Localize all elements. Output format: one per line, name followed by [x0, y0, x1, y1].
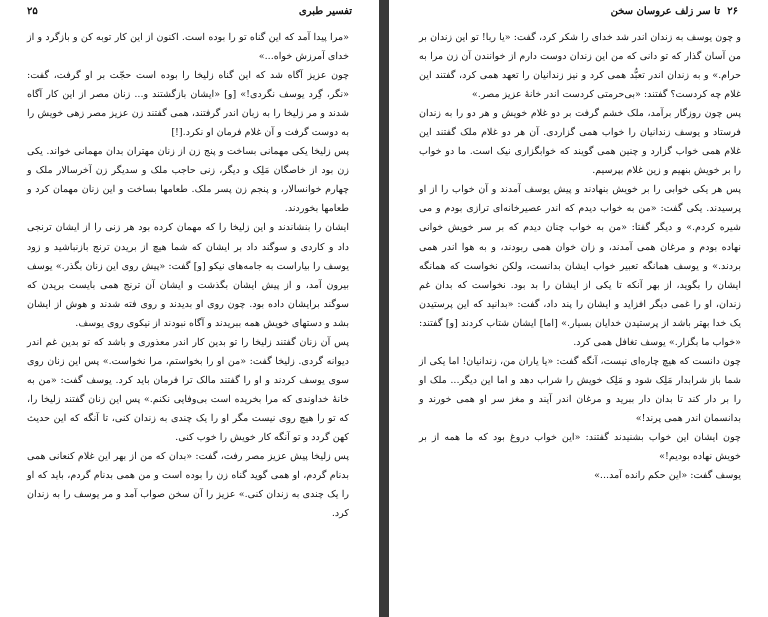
- paragraph: یوسف گفت: «این حکم رانده آمد...»: [594, 470, 741, 482]
- page-gutter: [379, 0, 389, 617]
- right-page-header-title: تا سر زلف عروسان سخن: [610, 6, 720, 17]
- left-page-number: ۲۵: [27, 6, 38, 17]
- paragraph: چون ایشان این خواب بشنیدند گفتند: «این خواب دروغ بود که ما همه از بر خویش نهاده بودیم!»: [419, 431, 741, 463]
- paragraph: و چون یوسف به زندان اندر شد خدای را شکر کرد، گفت: «یا ربا! تو این زندان بر من آسان گذار که تو دانی که من این زندان دوست دارم از خوانندن آن زن مرا به حرام.» و به زندان اندر تعبُّد همی کرد و نیز زندانیان را تعهد همی کرد، گفتند این غلام چه کردست؟ گفتند: «بی‌حرمتی کردست اندر خانهٔ عزیز مصر.»: [419, 32, 741, 101]
- paragraph: چون دانست که هیچ چاره‌ای نیست، آنگه گفت: «یا یاران من، زندانیان! اما یکی از شما باز شرابدار مَلِک شود و مَلِک خویش را شراب دهد و اما این دیگر... ملک او را بر دار کند تا بدان دار ببرید و مرغان اندر آیند و مغز سر او همی خورند و بدانسمان اندر همی پرند!»: [419, 355, 741, 424]
- paragraph: پس چون روزگار برآمد، ملک خشم گرفت بر دو غلام خویش و هر دو را به زندان فرستاد و یوسف زندانیان را خواب همی گزاردی. آن هر دو غلام ملک گفتند این غلام همی خواب گزارد و چنین همی گویند که خوابگزاری نیک است. ما دو خواب را بر خویش بنهیم و زین غلام بپرسیم.: [419, 108, 741, 177]
- left-page: [0, 0, 379, 617]
- paragraph: ایشان را بنشاندند و این زلیخا را که مهمان کرده بود هر زنی را از ایشان ترنجی داد و کاردی و سوگند داد بر ایشان که شما هیچ از بریدن ترنج بازنباشید و زود یوسف را بیاراست به جامه‌های نیکو [و] گفت: «پیش روی این زنان بگذر.» یوسف بیرون آمد، و از پیش ایشان بگذشت و ایشان آن ترنج همی بایست بریدن که سوگند برایشان داده بود. چون روی او بدیدند و روی فته شدند و هوش از ایشان بشد و دستهای خویش همه ببریدند و آگاه نبودند از نیکوی روی یوسف.: [27, 222, 349, 329]
- paragraph: «مرا پیدا آمد که این گناه تو را بوده است. اکنون از این کار توبه کن و بازگرد و از خدای آمرزش خواه...»: [27, 32, 349, 63]
- right-page: [389, 0, 768, 617]
- right-page-number: ۲۶: [727, 6, 738, 17]
- paragraph: پس هر یکی خوابی را بر خویش بنهادند و پیش یوسف آمدند و آن خواب را از او پرسیدند. یکی گفت: «من به خواب دیدم که اندر عصیرخانه‌ای ترازی بودم و می شیره کردم.» و دیگر گفتا: «من به خواب چنان دیدم که بر سر خویش خوانی نهاده بودم و مرغان همی آمدند، و زان خوان همی ربودند، و به هوا اندر همی بردند.» و یوسف همانگه تعبیر خواب ایشان بدانست، ولکن نخواست که همانگه ایشان را بگوید، از بهر آنکه تا یکی از ایشان را بد بود. نخواست که بدان غم زندان، او را غمی دیگر افزاید و ایشان را پند داد، گفت: «بدانید که این پرستیدن یک خدا بهتر باشد از پرستیدن خدایان بسیار.» [اما] ایشان شتاب کردند [و] گفتند: «خواب ما بگزار.» یوسف تغافل همی کرد.: [419, 184, 741, 348]
- paragraph: پس آن زنان گفتند زلیخا را تو بدین کار اندر معذوری و باشد که تو بدین غم اندر دیوانه گردی. زلیخا گفت: «من او را بخواستم، مرا نخواست.» پس این زنان روی سوی یوسف کردند و او را گفتند مالک ترا فرمان باید کرد. یوسف گفت: «من به خانهٔ خداوندی که مرا بخریده است بی‌وفایی نکنم.» پس این زنان گفتند زلیخا را، که تو را هیچ روی نیست مگر او را یک چندی به زندان کنی، تا آنگه که این حدیث کهن گردد و تو آنگه کار خویش را خوب کنی.: [27, 336, 349, 443]
- left-page-header-title: تفسیر طبری: [298, 6, 352, 17]
- paragraph: پس زلیخا پیش عزیز مصر رفت، گفت: «بدان که من از بهر این غلام کنعانی همی بدنام گردم، او همی گوید گناه زن را بوده است و من همی بدنام گردم، باید که او را یک چندی به زندان کنی.» عزیز را آن سخن صواب آمد و مر یوسف را به زندان کرد.: [27, 451, 349, 520]
- paragraph: چون عزیز آگاه شد که این گناه زلیخا را بوده است حجّت بر او گرفت، گفت: «نگر، گِرد یوسف نگردی!» [و] «ایشان بازگشتند و... زنان مصر از این کار آگاه شدند و مر زلیخا را به زبان اندر گرفتند، همی گفتند زن عزیز مصر زهی خویش را به دوست گرفت و آن غلام فرمان او نکرد.[!]: [27, 70, 349, 139]
- right-page-body: [419, 28, 741, 485]
- left-page-body: [27, 28, 349, 523]
- paragraph: پس زلیخا یکی مهمانی بساخت و پنج زن از زنان مهتران بدان مهمانی خواند. یکی زن بود از خاصگان مَلِک و دیگر، زنی حاجب ملک و سدیگر زن آخرسالار ملک و چهارم خوانسالار، و پنجم زن پسر ملک. طعامها بساخت و این زنان مهمان کرد و طعامها بخوردند.: [27, 146, 349, 215]
